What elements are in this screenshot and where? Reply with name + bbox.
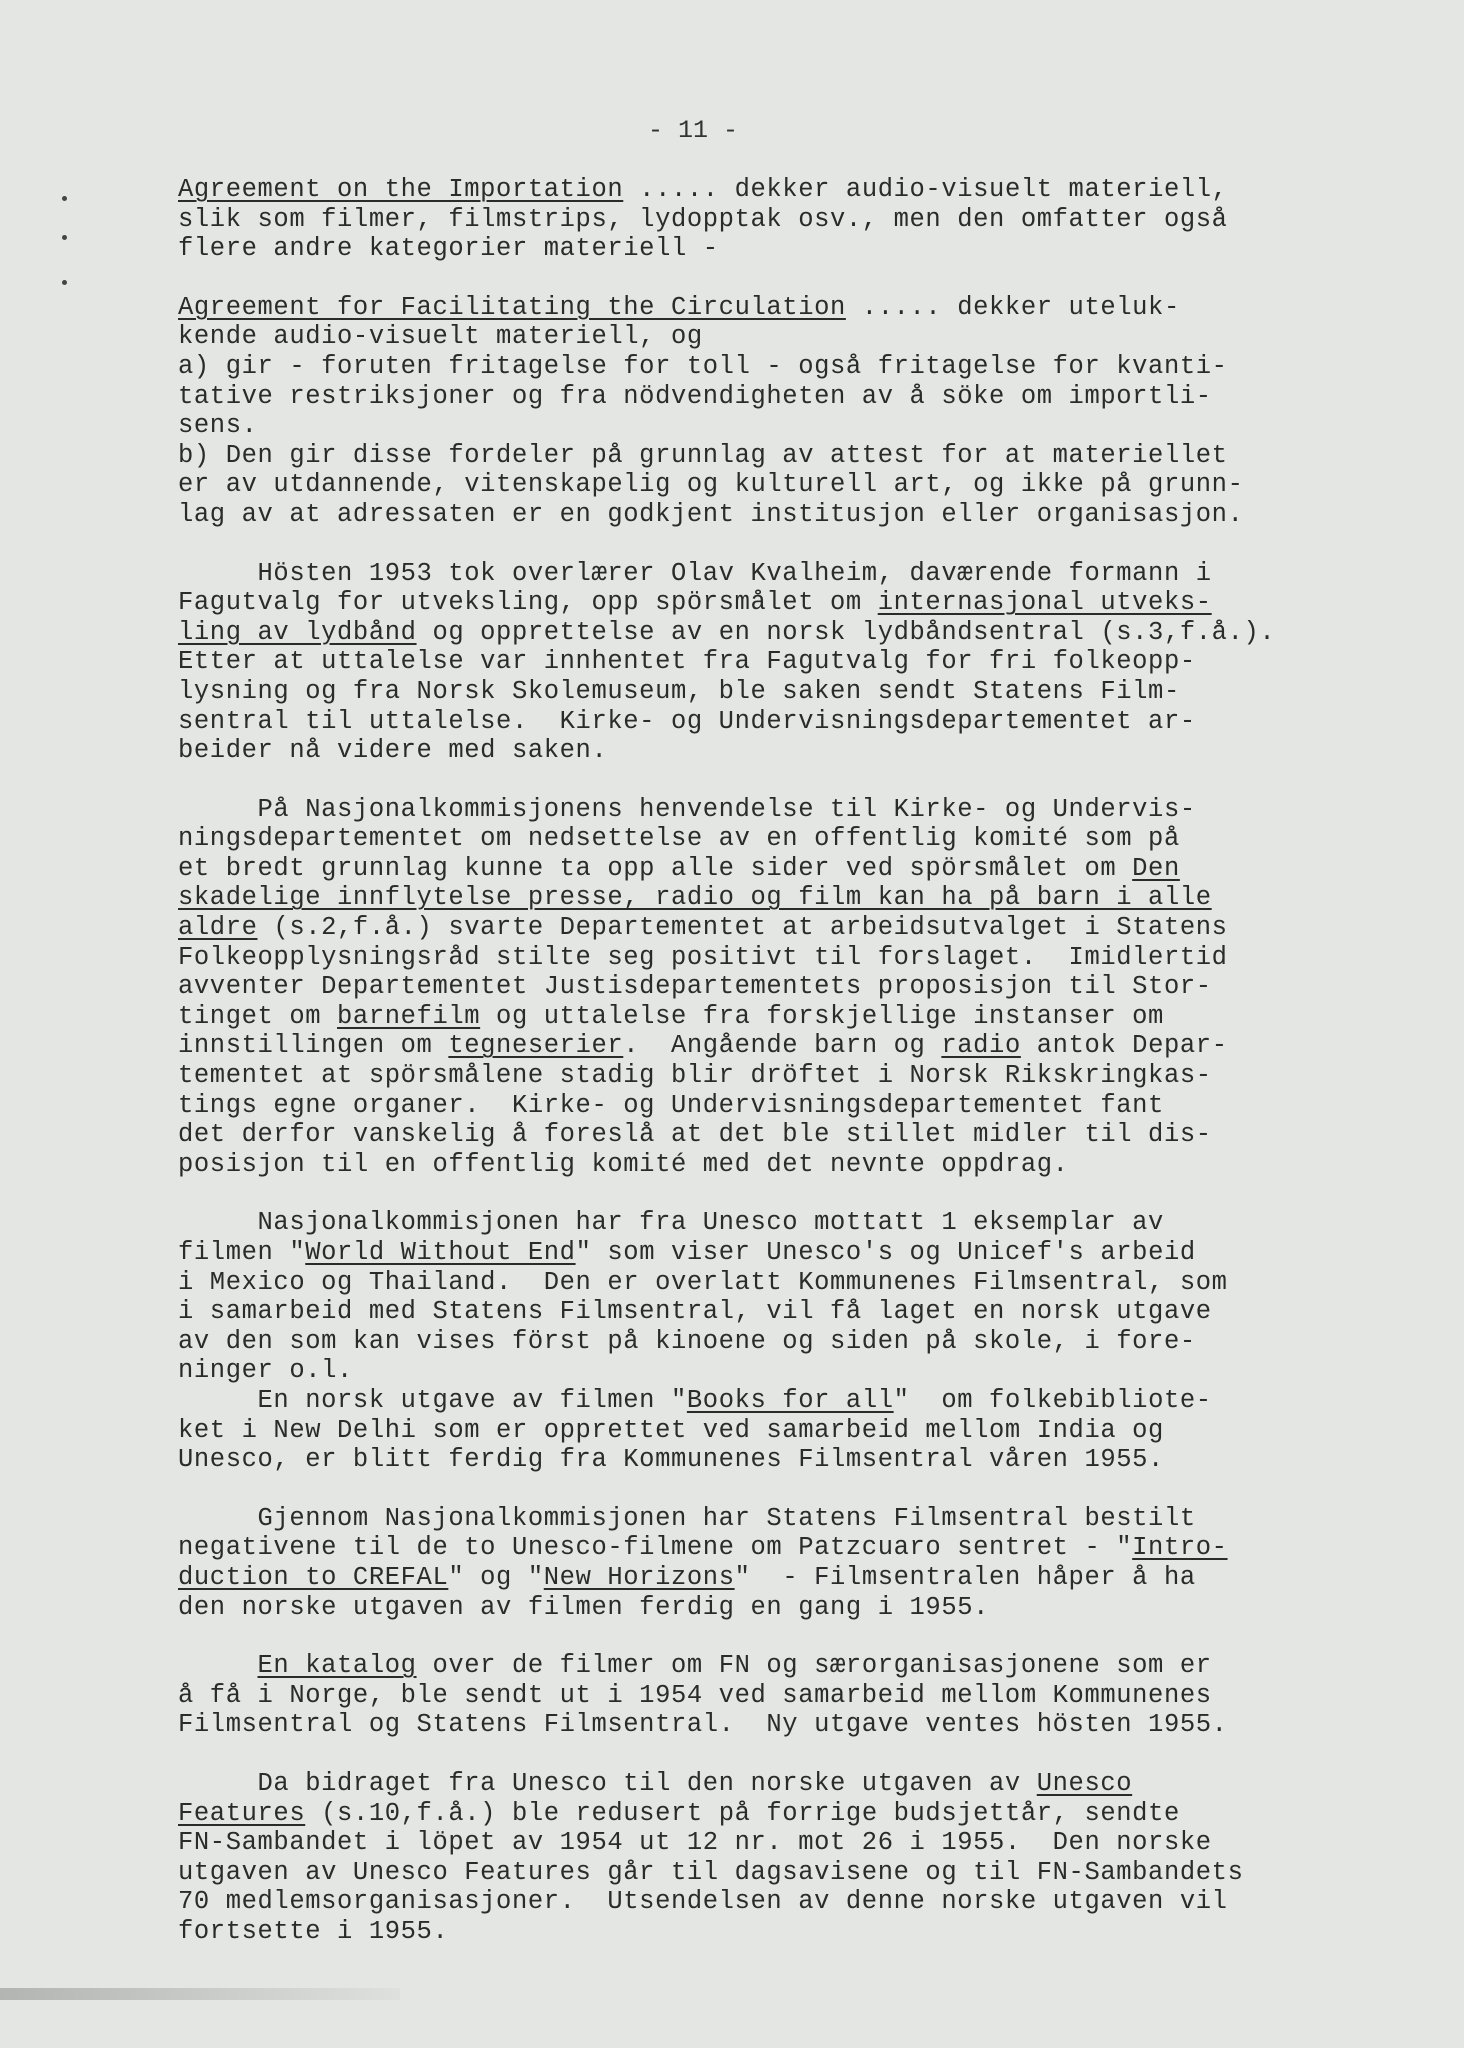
text-run: " - Filmsentralen håper å ha: [734, 1562, 1196, 1592]
text-line: [178, 293, 1368, 323]
text-run: Folkeopplysningsråd stilte seg positivt til forslaget. Imidlertid: [178, 942, 1228, 972]
text-run: Gjennom Nasjonalkommisjonen har Statens Filmsentral bestilt: [178, 1503, 1196, 1533]
text-line: [178, 1386, 1368, 1416]
text-run: ..... dekker uteluk-: [845, 292, 1180, 322]
text-line: [178, 707, 1368, 737]
text-line: [178, 1445, 1368, 1475]
underlined-text: Den: [1132, 853, 1180, 883]
text-run: tings egne organer. Kirke- og Undervisningsdepartementet fant: [178, 1090, 1164, 1120]
underlined-text: barnefilm: [337, 1001, 481, 1031]
underlined-text: Agreement on the Importation: [178, 175, 624, 204]
underlined-text: Unesco: [1036, 1768, 1133, 1798]
text-line: [178, 1091, 1368, 1121]
text-run: tementet at spörsmålene stadig blir dröftet i Norsk Rikskringkas-: [178, 1061, 1212, 1091]
text-run: et bredt grunnlag kunne ta opp alle sider ved spörsmålet om: [178, 853, 1133, 883]
margin-mark: [62, 235, 67, 240]
text-line: [178, 1150, 1368, 1180]
text-run: sentral til uttalelse. Kirke- og Undervisningsdepartementet ar-: [178, 706, 1196, 736]
text-run: og opprettelse av en norsk lydbåndsentral (s.3,f.å.).: [416, 617, 1276, 647]
text-run: lysning og fra Norsk Skolemuseum, ble saken sendt Statens Film-: [178, 676, 1180, 706]
text-run: Etter at uttalelse var innhentet fra Fagutvalg for fri folkeopp-: [178, 647, 1196, 677]
text-line: [178, 1651, 1368, 1681]
text-run: [178, 1651, 258, 1680]
text-run: En norsk utgave av filmen ": [178, 1385, 687, 1415]
paragraph: [178, 1208, 1368, 1474]
underlined-text: aldre: [178, 913, 258, 943]
text-line: [178, 1681, 1368, 1711]
margin-mark: [62, 280, 67, 285]
text-line: [178, 1208, 1368, 1238]
text-run: Filmsentral og Statens Filmsentral. Ny utgave ventes hösten 1955.: [178, 1710, 1228, 1740]
text-line: [178, 559, 1368, 589]
text-line: [178, 1031, 1368, 1061]
text-line: [178, 1533, 1368, 1563]
underlined-text: Books for all: [686, 1385, 894, 1415]
paragraph: [178, 795, 1368, 1180]
text-line: [178, 1828, 1368, 1858]
text-run: kende audio-visuelt materiell, og: [178, 322, 703, 352]
text-run: i samarbeid med Statens Filmsentral, vil få laget en norsk utgave: [178, 1297, 1212, 1327]
text-line: [178, 647, 1368, 677]
text-run: Fagutvalg for utveksling, opp spörsmålet om: [178, 588, 878, 618]
text-run: . Angående barn og: [623, 1031, 942, 1061]
underlined-text: Agreement for Facilitating the Circulation: [178, 292, 846, 322]
text-line: [178, 1563, 1368, 1593]
text-line: [178, 1858, 1368, 1888]
text-run: tative restriksjoner og fra nödvendigheten av å söke om importli-: [178, 381, 1212, 411]
text-run: " om folkebibliote-: [893, 1385, 1212, 1415]
paragraph-gap: [178, 530, 1368, 559]
text-run: " og ": [448, 1562, 544, 1592]
text-run: og uttalelse fra forskjellige instanser om: [480, 1001, 1164, 1031]
text-line: [178, 1002, 1368, 1032]
text-line: [178, 1061, 1368, 1091]
text-run: utgaven av Unesco Features går til dagsavisene og til FN-Sambandets: [178, 1857, 1244, 1887]
margin-mark: [62, 196, 67, 201]
paragraph-gap: [178, 766, 1368, 795]
text-line: [178, 352, 1368, 382]
text-line: [178, 234, 1368, 264]
paragraph-gap: [178, 1740, 1368, 1769]
text-run: i Mexico og Thailand. Den er overlatt Kommunenes Filmsentral, som: [178, 1267, 1228, 1297]
underlined-text: duction to CREFAL: [178, 1562, 449, 1592]
underlined-text: skadelige innflytelse presse, radio og film kan ha på barn i alle: [178, 883, 1212, 913]
text-line: [178, 1297, 1368, 1327]
text-line: [178, 1416, 1368, 1446]
text-run: 70 medlemsorganisasjoner. Utsendelsen av denne norske utgaven vil: [178, 1887, 1228, 1917]
underlined-text: internasjonal utveks-: [877, 588, 1212, 618]
text-line: [178, 411, 1368, 441]
text-line: [178, 1238, 1368, 1268]
text-run: ninger o.l.: [178, 1356, 353, 1386]
text-run: posisjon til en offentlig komité med det nevnte oppdrag.: [178, 1149, 1069, 1179]
text-line: [178, 854, 1368, 884]
text-run: avventer Departementet Justisdepartementets proposisjon til Stor-: [178, 972, 1212, 1002]
text-run: over de filmer om FN og særorganisasjonene som er: [416, 1651, 1212, 1681]
text-line: [178, 972, 1368, 1002]
text-line: [178, 1593, 1368, 1623]
text-run: av den som kan vises först på kinoene og siden på skole, i fore-: [178, 1326, 1196, 1356]
document-body: [178, 175, 1368, 1946]
underlined-text: tegneserier: [448, 1031, 624, 1061]
text-run: a) gir - foruten fritagelse for toll - også fritagelse for kvanti-: [178, 351, 1228, 381]
underlined-text: Intro-: [1132, 1533, 1228, 1563]
text-run: innstillingen om: [178, 1031, 449, 1061]
text-line: [178, 1504, 1368, 1534]
text-run: ..... dekker audio-visuelt materiell,: [623, 175, 1228, 204]
paragraph: [178, 559, 1368, 766]
text-line: [178, 883, 1368, 913]
paragraph-gap: [178, 1622, 1368, 1651]
text-line: [178, 1710, 1368, 1740]
text-line: [178, 618, 1368, 648]
text-line: [178, 1769, 1368, 1799]
text-line: [178, 470, 1368, 500]
underlined-text: World Without End: [305, 1238, 576, 1267]
text-line: [178, 736, 1368, 766]
paragraph: [178, 175, 1368, 264]
text-run: det derfor vanskelig å foreslå at det ble stillet midler til dis-: [178, 1120, 1212, 1150]
text-run: ket i New Delhi som er opprettet ved samarbeid mellom India og: [178, 1415, 1164, 1445]
text-line: [178, 441, 1368, 471]
text-run: filmen ": [178, 1238, 306, 1267]
text-line: [178, 1917, 1368, 1947]
text-run: Hösten 1953 tok overlærer Olav Kvalheim, daværende formann i: [178, 558, 1212, 588]
text-run: lag av at adressaten er en godkjent institusjon eller organisasjon.: [178, 499, 1244, 529]
text-run: å få i Norge, ble sendt ut i 1954 ved samarbeid mellom Kommunenes: [178, 1680, 1212, 1710]
text-line: [178, 1799, 1368, 1829]
page-number: - 11 -: [648, 116, 739, 145]
text-line: [178, 913, 1368, 943]
text-line: [178, 795, 1368, 825]
text-run: fortsette i 1955.: [178, 1916, 449, 1946]
underlined-text: En katalog: [257, 1651, 417, 1681]
text-run: Da bidraget fra Unesco til den norske utgaven av: [178, 1768, 1037, 1798]
text-line: [178, 1120, 1368, 1150]
text-line: [178, 943, 1368, 973]
underlined-text: New Horizons: [543, 1562, 735, 1592]
text-line: [178, 500, 1368, 530]
text-line: [178, 1356, 1368, 1386]
paragraph: [178, 1651, 1368, 1740]
text-run: FN-Sambandet i löpet av 1954 ut 12 nr. mot 26 i 1955. Den norske: [178, 1828, 1212, 1858]
text-line: [178, 1887, 1368, 1917]
text-run: (s.10,f.å.) ble redusert på forrige budsjettår, sendte: [305, 1798, 1180, 1828]
text-line: [178, 205, 1368, 235]
text-run: tinget om: [178, 1001, 338, 1031]
text-line: [178, 677, 1368, 707]
text-run: den norske utgaven av filmen ferdig en gang i 1955.: [178, 1592, 990, 1622]
text-run: antok Depar-: [1020, 1031, 1228, 1061]
underlined-text: Features: [178, 1798, 306, 1828]
paragraph-gap: [178, 1179, 1368, 1208]
paragraph-gap: [178, 264, 1368, 293]
text-run: beider nå videre med saken.: [178, 736, 608, 766]
text-run: negativene til de to Unesco-filmene om Patzcuaro sentret - ": [178, 1533, 1133, 1563]
paragraph: [178, 1769, 1368, 1947]
paragraph: [178, 293, 1368, 530]
text-run: " som viser Unesco's og Unicef's arbeid: [575, 1238, 1196, 1267]
paragraph: [178, 1504, 1368, 1622]
text-run: sens.: [178, 411, 258, 441]
text-line: [178, 175, 1368, 205]
text-run: er av utdannende, vitenskapelig og kulturell art, og ikke på grunn-: [178, 470, 1244, 500]
text-line: [178, 588, 1368, 618]
text-run: På Nasjonalkommisjonens henvendelse til Kirke- og Undervis-: [178, 794, 1196, 824]
scan-smudge: [0, 1988, 400, 2000]
text-run: flere andre kategorier materiell -: [178, 234, 719, 264]
text-line: [178, 382, 1368, 412]
text-run: b) Den gir disse fordeler på grunnlag av attest for at materiellet: [178, 440, 1228, 470]
text-line: [178, 322, 1368, 352]
text-line: [178, 824, 1368, 854]
text-run: slik som filmer, filmstrips, lydopptak osv., men den omfatter også: [178, 204, 1228, 234]
underlined-text: radio: [941, 1031, 1021, 1061]
text-run: ningsdepartementet om nedsettelse av en offentlig komité som på: [178, 824, 1180, 854]
text-run: Nasjonalkommisjonen har fra Unesco mottatt 1 eksemplar av: [178, 1208, 1164, 1238]
text-run: (s.2,f.å.) svarte Departementet at arbeidsutvalget i Statens: [257, 913, 1228, 943]
text-run: Unesco, er blitt ferdig fra Kommunenes Filmsentral våren 1955.: [178, 1445, 1164, 1475]
underlined-text: ling av lydbånd: [178, 617, 417, 647]
paragraph-gap: [178, 1475, 1368, 1504]
text-line: [178, 1327, 1368, 1357]
text-line: [178, 1268, 1368, 1298]
